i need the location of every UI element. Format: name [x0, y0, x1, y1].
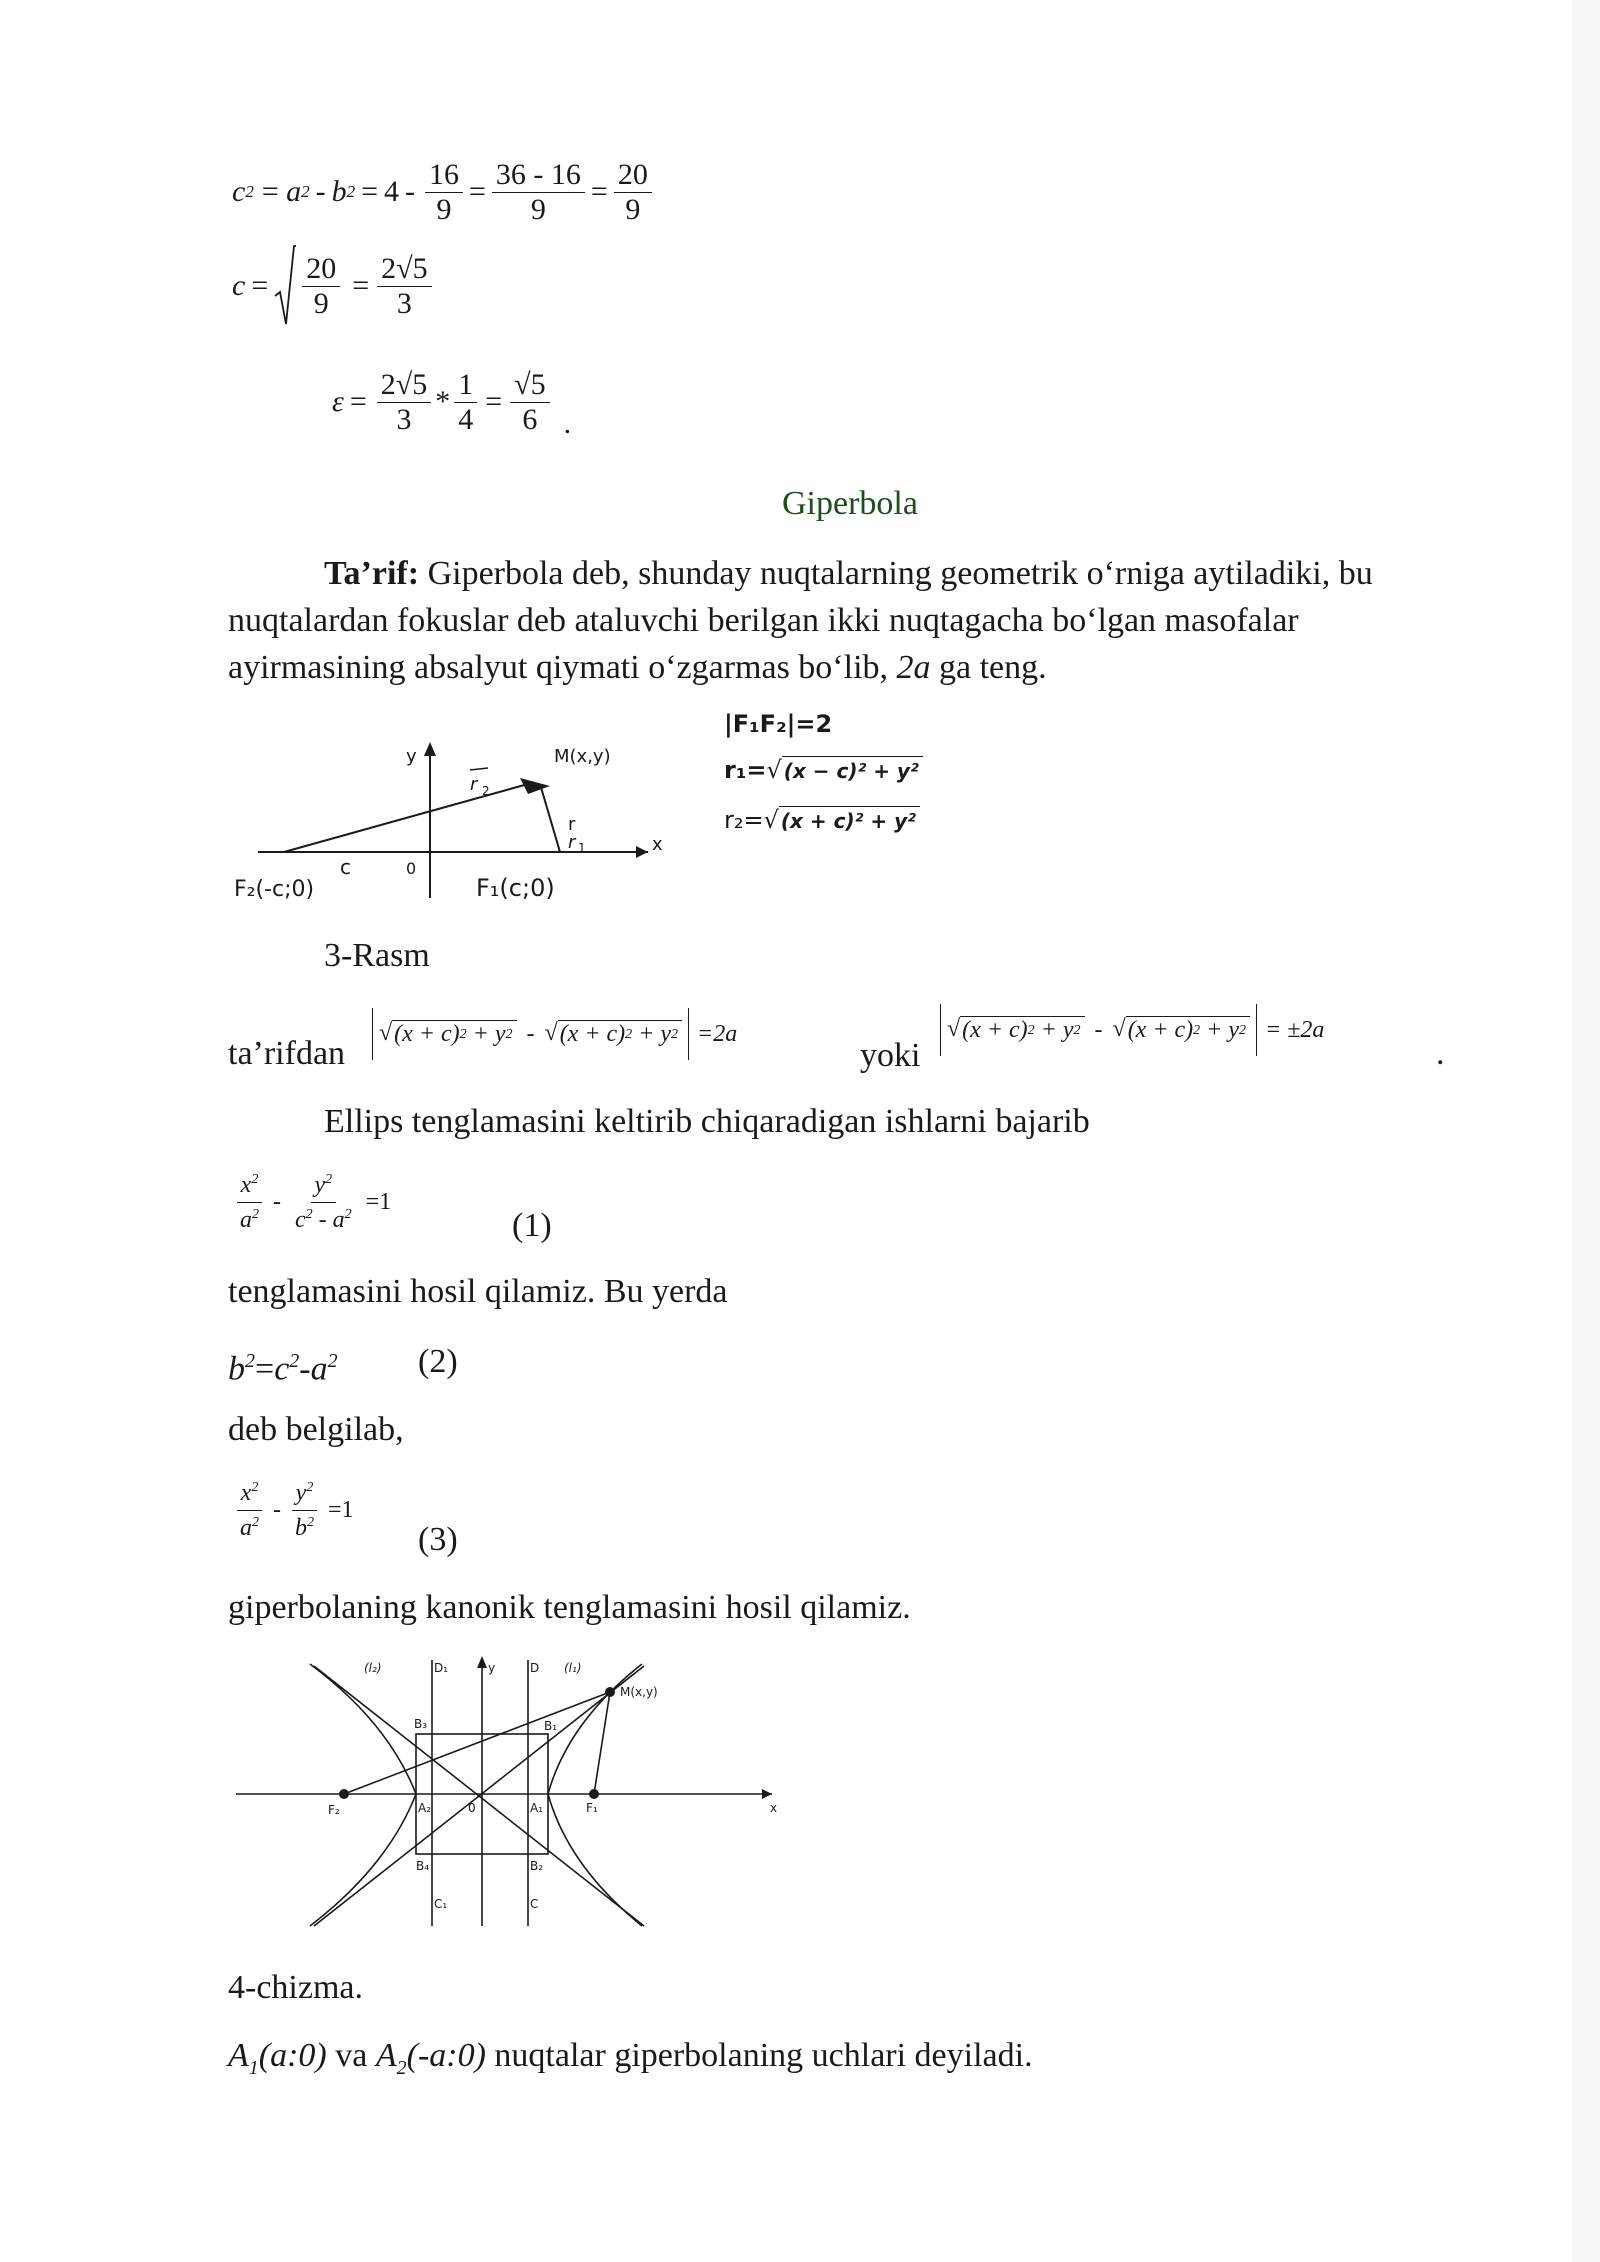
eq-r2: r₂= √ (x + c)² + y² [724, 806, 920, 834]
text-after-eq3: giperbolaning kanonik tenglamasini hosil qilamiz. [228, 1589, 911, 1626]
svg-text:2: 2 [482, 784, 490, 798]
f1-label: F₁(c;0) [476, 874, 555, 902]
equation-1: $\frac{x^2}{a^2}$ - $\frac{y^2}{c^2 - a^2}$ =1 [232, 1166, 391, 1238]
equation-2-label: (2) [418, 1343, 458, 1380]
svg-text:C: C [530, 1897, 539, 1911]
definition-label: Ta’rif: [324, 555, 420, 592]
derivation-eq-2: √ (x + c) 2 + y 2 - √ (x + c) 2 + y 2 = ±2a [940, 1004, 1324, 1056]
section-heading: Giperbola [782, 485, 918, 522]
definition-line-2: nuqtalardan fokuslar deb ataluvchi berilgan ikki nuqtagacha bo‘lgan masofalar [228, 602, 1299, 639]
equation-3-label: (3) [418, 1521, 458, 1558]
vector-r1 [540, 784, 560, 852]
svg-text:M(x,y): M(x,y) [620, 1685, 658, 1699]
svg-text:x: x [770, 1801, 778, 1815]
svg-text:r: r [568, 832, 576, 853]
svg-text:D₁: D₁ [434, 1661, 449, 1675]
svg-text:(l₁): (l₁) [564, 1661, 582, 1675]
derivation-prefix: ta’rifdan [228, 1035, 346, 1072]
vector-r2 [284, 784, 528, 852]
y-label: y [406, 746, 417, 767]
origin-label: 0 [406, 859, 417, 878]
equation-2: $b^2=c^2-a^2$ [228, 1350, 338, 1388]
c-label: c [340, 855, 351, 879]
equation-3: $\frac{x^2}{a^2}$ - $\frac{y^2}{b^2}$ =1 [232, 1474, 354, 1546]
point-m-label: M(x,y) [554, 746, 611, 767]
formula-c-value: c = $\frac{20}{9}$ = $\frac{2√5}{3}$ [232, 244, 436, 328]
svg-text:1: 1 [578, 841, 586, 855]
definition-line-3: ayirmasining absalyut qiymati o‘zgarmas bo‘lib, 2a ga teng. [228, 649, 1047, 686]
figure-4-hyperbola [228, 1652, 798, 1932]
svg-text:B₄: B₄ [416, 1859, 430, 1873]
formula-eccentricity: ε = $\frac{2√5}{3}$ * $\frac{1}{4}$ = $\frac{√5}{6}$ . [332, 367, 572, 440]
equation-1-label: (1) [512, 1207, 552, 1244]
svg-text:A₁: A₁ [530, 1801, 544, 1815]
svg-text:F₂: F₂ [328, 1803, 340, 1817]
y-axis-arrow [424, 742, 436, 756]
focus-f1 [589, 1789, 599, 1799]
svg-text:B₃: B₃ [414, 1717, 428, 1731]
figure-4-caption: 4-chizma. [228, 1969, 363, 2006]
eq-r1: r₁= √ (x − c)² + y² [724, 756, 923, 784]
svg-text:r: r [568, 814, 576, 835]
svg-text:0: 0 [468, 1801, 476, 1815]
text-after-eq1: tenglamasini hosil qilamiz. Bu yerda [228, 1273, 728, 1310]
vertices-sentence: $A_1(a:0)$ va $A_2(-a:0)$ nuqtalar giperbolaning uchlari deyiladi. [228, 2037, 1033, 2079]
page-edge-shade [1572, 0, 1600, 2262]
x-axis-arrow [762, 1789, 772, 1799]
svg-text:r: r [470, 774, 478, 795]
text-after-eq2: deb belgilab, [228, 1411, 404, 1448]
yoki-word: yoki [860, 1037, 921, 1074]
y-axis-arrow [477, 1656, 487, 1668]
svg-text:A₂: A₂ [418, 1801, 432, 1815]
svg-text:(l₂): (l₂) [364, 1661, 382, 1675]
svg-text:C₁: C₁ [434, 1897, 448, 1911]
formula-c-squared: c 2 = a 2 - b 2 = 4 - $\frac{16}{9}$ = $\frac{36 - 16}{9}$ = $\frac{20}{9}$ [232, 152, 656, 232]
focus-f2 [339, 1789, 349, 1799]
svg-text:y: y [488, 1661, 496, 1675]
figure-3-hyperbola-foci [228, 728, 688, 908]
ellips-line: Ellips tenglamasini keltirib chiqaradigan ishlarni bajarib [324, 1103, 1090, 1140]
svg-text:B₁: B₁ [544, 1719, 558, 1733]
definition-line-1: Ta’rif: Giperbola deb, shunday nuqtalarning geometrik o‘rniga aytiladiki, bu [324, 555, 1373, 592]
m-point-arrowhead [520, 778, 550, 794]
derivation-eq-1: √ (x + c) 2 + y 2 - √ (x + c) 2 + y 2 =2a [372, 1008, 737, 1060]
figure-3-caption: 3-Rasm [324, 937, 430, 974]
x-label: x [652, 834, 663, 855]
svg-text:F₁: F₁ [586, 1801, 598, 1815]
svg-text:D: D [530, 1661, 540, 1675]
f2-label: F₂(-c;0) [234, 877, 315, 902]
svg-text:B₂: B₂ [530, 1859, 544, 1873]
x-axis-arrow [636, 846, 648, 858]
radical-sign [274, 244, 296, 328]
point-m [605, 1687, 615, 1697]
eq-focal-distance: |F₁F₂|=2 [724, 710, 833, 738]
